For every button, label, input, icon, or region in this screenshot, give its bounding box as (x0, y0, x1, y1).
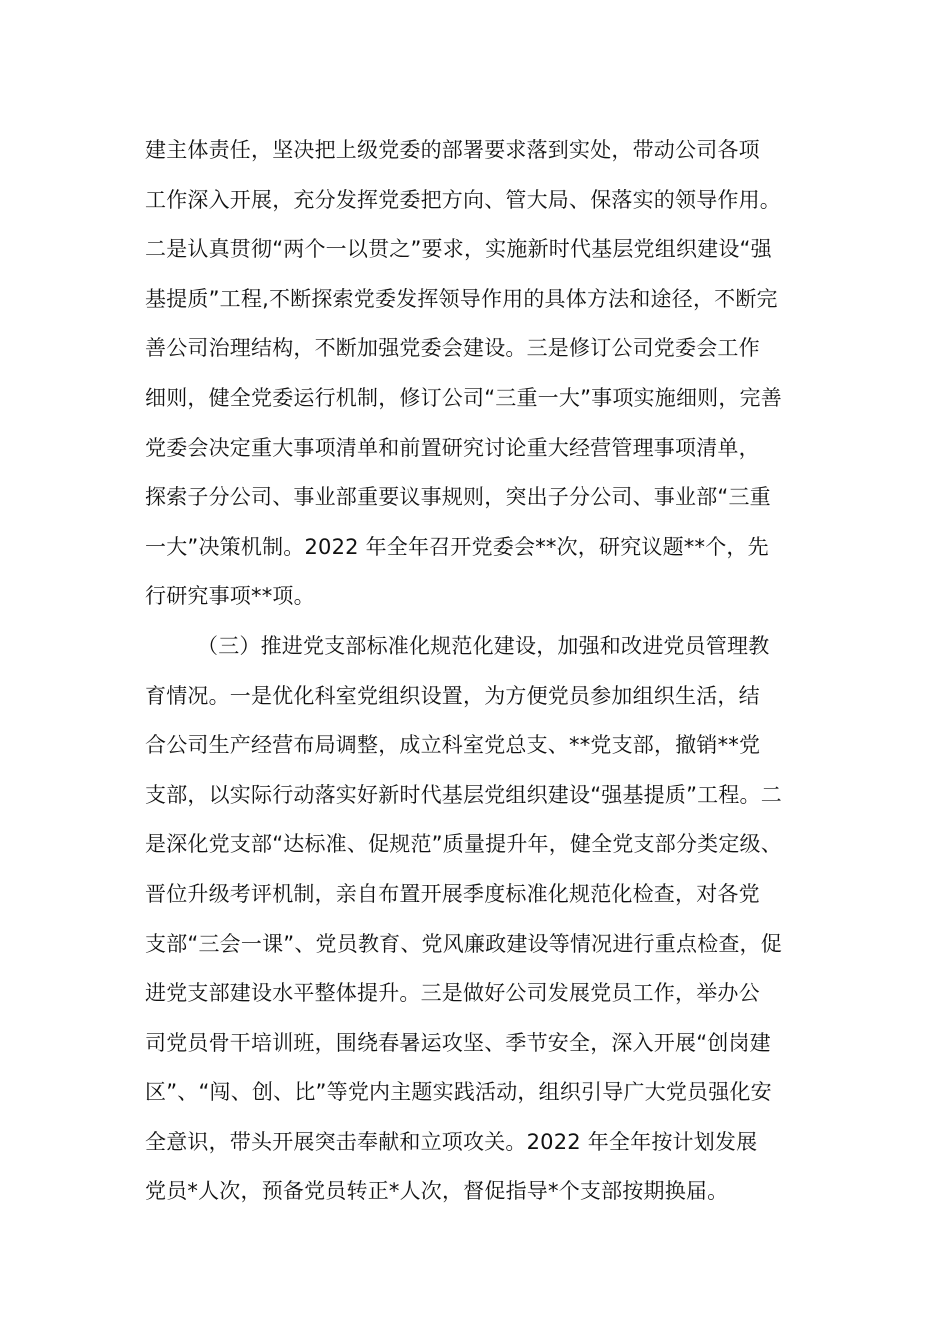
body-line: 工作深入开展，充分发挥党委把方向、管大局、保落实的领导作用。 (145, 187, 781, 212)
body-line: 合公司生产经营布局调整，成立科室党总支、**党支部，撤销**党 (145, 733, 761, 758)
body-line: 细则，健全党委运行机制，修订公司“三重一大”事项实施细则，完善 (145, 385, 782, 410)
body-line: 行研究事项**项。 (145, 584, 315, 609)
body-line: 建主体责任，坚决把上级党委的部署要求落到实处，带动公司各项 (145, 138, 760, 162)
body-line: 党委会决定重大事项清单和前置研究讨论重大经营管理事项清单， (145, 435, 760, 460)
body-line: 进党支部建设水平整体提升。三是做好公司发展党员工作，举办公 (145, 981, 760, 1006)
body-line: 支部，以实际行动落实好新时代基层党组织建设“强基提质”工程。二 (145, 782, 782, 807)
body-line: 全意识，带头开展突击奉献和立项攻关。2022 年全年按计划发展 (145, 1129, 758, 1154)
body-line: 支部“三会一课”、党员教育、党风廉政建设等情况进行重点检查，促 (145, 931, 782, 956)
body-line: 是深化党支部“达标准、促规范”质量提升年，健全党支部分类定级、 (145, 832, 782, 857)
body-line: 区”、“闯、创、比”等党内主题实践活动，组织引导广大党员强化安 (145, 1080, 772, 1105)
body-line: 探索子分公司、事业部重要议事规则，突出子分公司、事业部“三重 (145, 485, 771, 510)
body-line: 基提质”工程,不断探索党委发挥领导作用的具体方法和途径，不断完 (145, 286, 778, 311)
body-line: 一大”决策机制。2022 年全年召开党委会**次，研究议题**个，先 (145, 534, 769, 559)
body-line: 晋位升级考评机制，亲自布置开展季度标准化规范化检查，对各党 (145, 881, 760, 906)
body-line: 育情况。一是优化科室党组织设置，为方便党员参加组织生活，结 (145, 683, 760, 708)
body-line: 二是认真贯彻“两个一以贯之”要求，实施新时代基层党组织建设“强 (145, 237, 772, 262)
body-line: 党员*人次，预备党员转正*人次，督促指导*个支部按期换届。 (145, 1179, 729, 1204)
body-line: 善公司治理结构，不断加强党委会建设。三是修订公司党委会工作 (145, 336, 760, 361)
section-heading-line: （三）推进党支部标准化规范化建设，加强和改进党员管理教 (197, 633, 770, 658)
document-body (145, 126, 845, 1217)
body-line: 司党员骨干培训班，围绕春暑运攻坚、季节安全，深入开展“创岗建 (145, 1030, 771, 1055)
